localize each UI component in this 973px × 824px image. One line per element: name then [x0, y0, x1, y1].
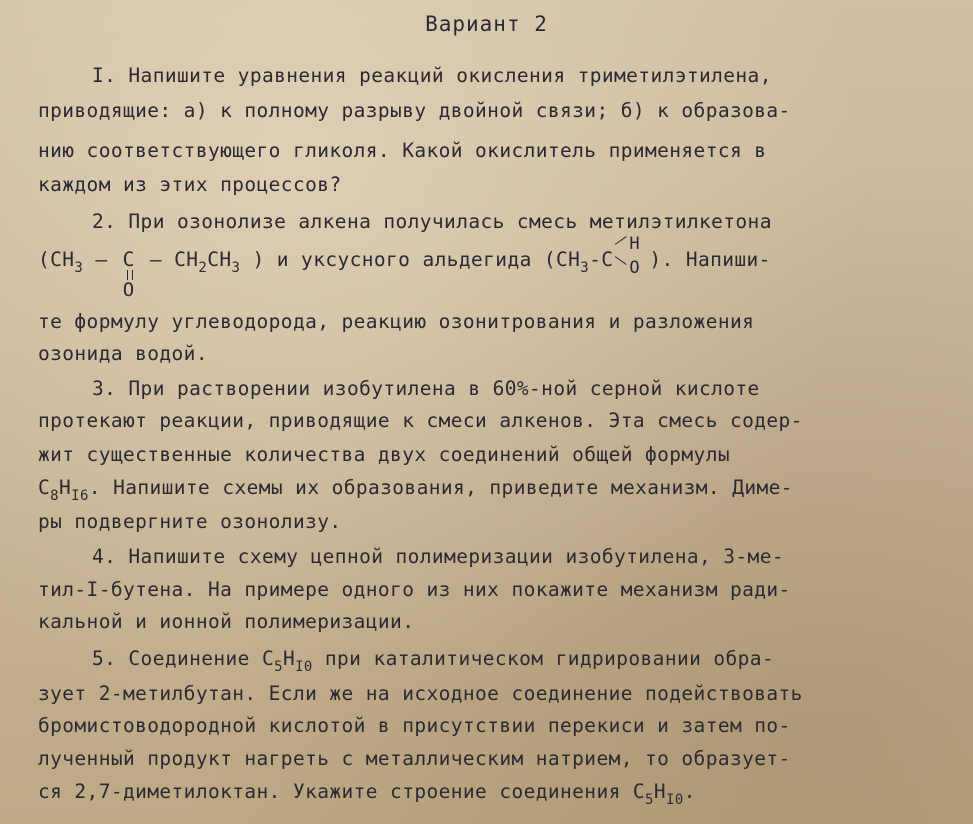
task5-line4: лученный продукт нагреть с металлическим натрием, то образует- — [38, 747, 791, 770]
task4-line2: тил-I-бутена. На примере одного из них покажите механизм ради- — [38, 578, 791, 601]
task2-formula-line — [38, 234, 771, 301]
carbonyl-c: C — [122, 248, 135, 271]
task1-line2: приводящие: а) к полному разрыву двойной связи; б) к образова- — [38, 99, 791, 122]
task4-line1: 4. Напишите схему цепной полимеризации изобутилена, 3-ме- — [92, 545, 784, 568]
c5h10-sub-10: I0 — [295, 659, 313, 675]
task2-line3: те формулу углеводорода, реакцию озонитрования и разложения — [38, 310, 755, 333]
task3-line2: протекают реакции, приводящие к смеси алкенов. Эта смесь содер- — [38, 409, 803, 432]
task2-formula-tail: ). Напиши- — [649, 248, 771, 271]
ketone-sub-3b: 3 — [231, 260, 241, 276]
ketone-formula-close: ) и уксусного альдегида (CH — [240, 248, 581, 271]
task1-line3: нию соответствующего гликоля. Какой окислитель применяется в — [38, 139, 767, 162]
ketone-dash2: – CH — [137, 248, 199, 271]
c8h16-sub-16: I6 — [71, 488, 89, 504]
aldehyde-c: -C — [589, 248, 614, 271]
c5h10-h: H — [282, 647, 296, 670]
task5-line1 — [92, 647, 774, 673]
task2-line4: озонида водой. — [38, 342, 208, 365]
ketone-formula-open: (CH — [38, 248, 75, 271]
task5-line1-pre: 5. Соединение C — [92, 647, 275, 670]
task5-line5-post: . — [683, 780, 696, 803]
c8h16-h: H — [58, 476, 72, 499]
carbonyl-group — [120, 248, 138, 301]
c5h10-end-sub-5: 5 — [645, 792, 654, 808]
task5-line3: бромистоводородной кислотой в присутствии перекиси и затем по- — [38, 714, 791, 737]
c5h10-sub-5: 5 — [274, 659, 283, 675]
task5-line1-post: при каталитическом гидрировании обра- — [312, 647, 775, 670]
aldehyde-sub-3: 3 — [580, 260, 590, 276]
carbonyl-o: O — [122, 279, 135, 301]
task3-line4 — [38, 476, 793, 502]
aldehyde-bond-h — [615, 236, 627, 245]
task3-line4-rest: . Напишите схемы их образования, приведите механизм. Диме- — [88, 476, 793, 499]
aldehyde-h: H — [629, 234, 641, 254]
task3-line5: ры подвергните озонолизу. — [38, 510, 342, 533]
task2-line1: 2. При озонолизе алкена получилась смесь метилэтилкетона — [92, 210, 772, 233]
ketone-ch: CH — [207, 248, 232, 271]
aldehyde-group — [613, 234, 649, 278]
c5h10-end-sub-10: I0 — [665, 792, 684, 808]
task3-line1: 3. При растворении изобутилена в 60%-ной серной кислоте — [92, 377, 760, 400]
task3-line3: жит существенные количества двух соединений общей формулы — [38, 443, 730, 466]
ketone-sub-2: 2 — [198, 260, 208, 276]
c8h16-c: C — [38, 476, 51, 499]
task5-line2: зует 2-метилбутан. Если же на исходное соединение подействовать — [38, 682, 803, 705]
aldehyde-bond-o — [615, 256, 627, 265]
task4-line3: кальной и ионной полимеризации. — [38, 610, 415, 633]
task1-line4: каждом из этих процессов? — [38, 173, 342, 196]
c8h16-sub-8: 8 — [50, 488, 59, 504]
page-title: Вариант 2 — [425, 12, 548, 36]
task1-line1: I. Напишите уравнения реакций окисления триметилэтилена, — [92, 64, 772, 87]
aldehyde-o: O — [629, 258, 641, 278]
task5-line5-pre: ся 2,7-диметилоктан. Укажите строение соединения C — [38, 780, 645, 803]
ketone-sub-3a: 3 — [74, 260, 84, 276]
ketone-dash1: – — [83, 248, 120, 271]
task5-line5 — [38, 780, 696, 806]
c5h10-end-h: H — [653, 780, 666, 803]
